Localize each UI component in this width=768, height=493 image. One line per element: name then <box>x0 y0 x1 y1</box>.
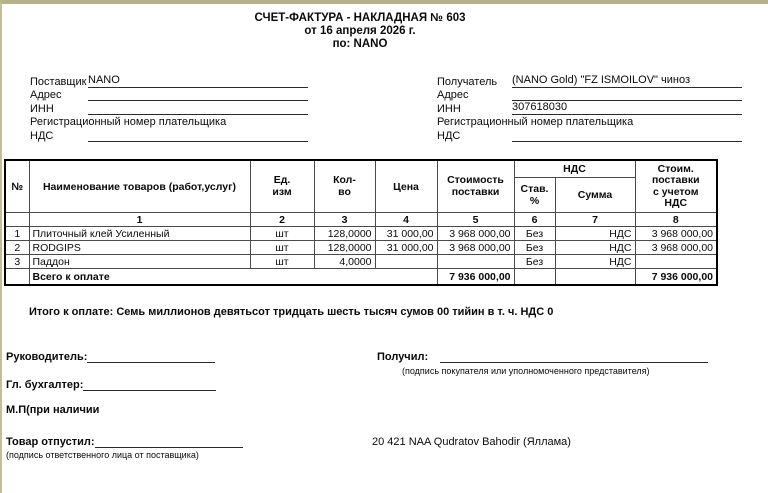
row-vat-sum: НДС <box>555 241 635 255</box>
supplier-inn-row <box>30 101 308 115</box>
row-amount <box>437 255 514 269</box>
receiver-address-label: Адрес <box>437 89 469 101</box>
col-header-amount-line1: Стоимость <box>447 174 504 186</box>
table-row <box>5 241 717 255</box>
total-row-vat-rate-cell <box>514 269 555 286</box>
col-number-3: 3 <box>314 213 375 227</box>
row-vat-sum: НДС <box>555 255 635 269</box>
row-vat-rate: Без <box>514 241 555 255</box>
receiver-inn-row <box>437 101 742 115</box>
received-signature-row <box>377 350 708 363</box>
col-header-total-line2: поставки <box>651 174 700 186</box>
table-row <box>5 227 717 241</box>
col-header-price: Цена <box>375 160 437 213</box>
supplier-block <box>30 74 308 142</box>
row-price <box>375 255 437 269</box>
col-header-name: Наименование товаров (работ,услуг) <box>29 160 250 213</box>
receiver-vat-field <box>512 128 742 142</box>
col-header-vat-group: НДС <box>514 160 635 178</box>
received-signature-line <box>440 350 708 363</box>
receiver-inn-field <box>512 101 742 115</box>
receiver-address-field <box>512 87 742 101</box>
supplier-inn-field <box>88 101 308 115</box>
col-number-1: 1 <box>29 213 250 227</box>
row-num: 1 <box>5 227 29 241</box>
col-number-6: 6 <box>514 213 555 227</box>
total-row-num-cell <box>5 269 29 286</box>
receiver-name-field <box>512 74 742 88</box>
supplier-name-field <box>88 74 308 88</box>
supplier-reg-row <box>30 115 308 129</box>
total-row-amount: 7 936 000,00 <box>437 269 514 286</box>
col-header-qty <box>314 160 375 213</box>
row-vat-rate: Без <box>514 255 555 269</box>
col-header-num: № <box>5 160 29 213</box>
row-unit: шт <box>250 227 314 241</box>
accountant-signature-line <box>83 378 216 391</box>
received-signature-note: (подпись покупателя или уполномоченного представителя) <box>402 366 650 376</box>
supplier-name-row <box>30 74 308 88</box>
table-row <box>5 255 717 269</box>
stamp-label: М.П(при наличии <box>6 404 100 416</box>
col-number-5: 5 <box>437 213 514 227</box>
col-header-total <box>635 160 717 213</box>
receiver-label: Получатель <box>437 75 498 88</box>
col-number-7: 7 <box>555 213 635 227</box>
supplier-address-label: Адрес <box>30 89 62 101</box>
receiver-name-value: (NANO Gold) "FZ ISMOILOV" чиноз <box>512 73 690 86</box>
document-title <box>4 12 716 51</box>
receiver-reg-label: Регистрационный номер плательщика <box>437 116 634 128</box>
row-vat-rate: Без <box>514 227 555 241</box>
col-header-amount <box>437 160 514 213</box>
total-row-label: Всего к оплате <box>29 269 437 286</box>
row-qty: 128,0000 <box>314 227 375 241</box>
column-number-row <box>5 213 717 227</box>
row-price: 31 000,00 <box>375 227 437 241</box>
amount-in-words: Итого к оплате: Семь миллионов девятьсот тридцать шесть тысяч сумов 00 тийин в т. ч. НДС 0 <box>29 306 554 318</box>
row-amount: 3 968 000,00 <box>437 227 514 241</box>
title-line-date: от 16 апреля 2026 г. <box>304 25 416 37</box>
col-header-unit-line1: Ед. <box>273 174 291 186</box>
row-price: 31 000,00 <box>375 241 437 255</box>
received-label: Получил: <box>377 351 429 363</box>
title-line-number: СЧЕТ-ФАКТУРА - НАКЛАДНАЯ № 603 <box>254 12 466 24</box>
row-qty: 4,0000 <box>314 255 375 269</box>
total-row-vat-sum-cell <box>555 269 635 286</box>
row-unit: шт <box>250 241 314 255</box>
goods-table <box>4 159 718 286</box>
col-header-unit-line2: изм <box>272 185 292 198</box>
released-signature-note: (подпись ответственного лица от поставщика) <box>6 450 199 460</box>
row-name: Плиточный клей Усиленный <box>29 227 250 241</box>
supplier-vat-field <box>88 128 308 142</box>
released-signature-line <box>95 435 243 448</box>
receiver-name-row <box>437 74 742 88</box>
supplier-inn-label: ИНН <box>30 102 54 115</box>
col-header-qty-line1: Кол- <box>333 174 356 186</box>
receiver-inn-label: ИНН <box>437 102 461 115</box>
col-number-8: 8 <box>635 213 717 227</box>
row-vat-sum: НДС <box>555 227 635 241</box>
row-qty: 128,0000 <box>314 241 375 255</box>
supplier-name-value: NANO <box>88 73 120 86</box>
col-number-2: 2 <box>250 213 314 227</box>
col-number-0 <box>5 213 29 227</box>
accountant-signature-row <box>6 378 216 391</box>
receiver-reg-row <box>437 115 742 129</box>
row-name: Паддон <box>29 255 250 269</box>
col-header-total-line4: НДС <box>664 197 688 209</box>
col-number-4: 4 <box>375 213 437 227</box>
row-name: RODGIPS <box>29 241 250 255</box>
receiver-vat-row <box>437 128 742 142</box>
row-unit: шт <box>250 255 314 269</box>
receiver-block <box>437 74 742 142</box>
col-header-unit <box>250 160 314 213</box>
released-signature-row <box>6 435 243 448</box>
director-signature-row <box>6 350 215 363</box>
supplier-reg-label: Регистрационный номер плательщика <box>30 116 227 128</box>
receiver-address-row <box>437 88 742 102</box>
col-header-total-line1: Стоим. <box>657 162 694 175</box>
supplier-vat-row <box>30 128 308 142</box>
director-signature-line <box>87 350 215 363</box>
col-header-vat-rate: Став. % <box>514 178 555 213</box>
director-label: Руководитель: <box>6 351 88 363</box>
col-header-vat-sum: Сумма <box>555 178 635 213</box>
title-line-basis: по: NANO <box>332 38 388 50</box>
receiver-inn-value: 307618030 <box>512 100 568 113</box>
col-header-qty-line2: во <box>338 185 351 198</box>
row-num: 3 <box>5 255 29 269</box>
row-num: 2 <box>5 241 29 255</box>
row-total: 3 968 000,00 <box>635 227 717 241</box>
released-label: Товар отпустил: <box>6 436 95 448</box>
supplier-address-row <box>30 88 308 102</box>
supplier-label: Поставщик <box>30 75 87 88</box>
total-row <box>5 269 717 286</box>
row-amount: 3 968 000,00 <box>437 241 514 255</box>
row-total <box>635 255 717 269</box>
col-header-total-line3: с учетом <box>653 185 699 198</box>
col-header-amount-line2: поставки <box>451 185 500 198</box>
released-by-text: 20 421 NAA Qudratov Bahodir (Яллама) <box>372 436 571 448</box>
row-total: 3 968 000,00 <box>635 241 717 255</box>
supplier-vat-label: НДС <box>30 129 54 142</box>
total-row-total: 7 936 000,00 <box>635 269 717 286</box>
receiver-vat-label: НДС <box>437 129 461 142</box>
accountant-label: Гл. бухгалтер: <box>6 379 84 391</box>
supplier-address-field <box>88 87 308 101</box>
